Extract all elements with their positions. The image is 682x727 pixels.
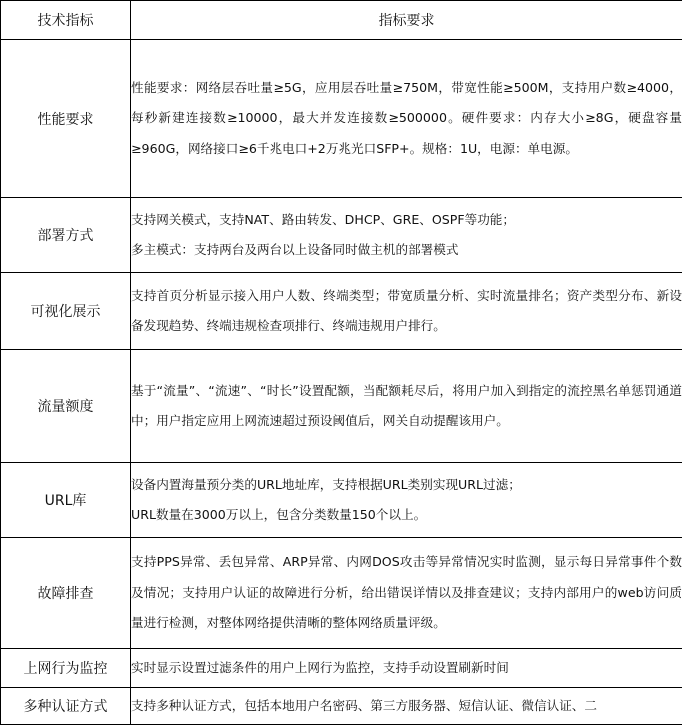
requirement-text: URL数量在3000万以上，包含分类数量150个以上。 xyxy=(131,507,427,522)
requirement-cell xyxy=(131,538,682,649)
table-row xyxy=(1,688,682,725)
requirement-cell xyxy=(131,198,682,273)
table-row xyxy=(1,198,682,273)
requirement-text: 性能要求：网络层吞吐量≥5G，应用层吞吐量≥750M，带宽性能≥500M，支持用户数≥4000，每秒新建连接数≥10000，最大并发连接数≥500000。硬件要求：内存大小≥8G，硬盘容量≥960G，网络接口≥6千兆电口+2万兆光口SFP+。规格：1U，电源：单电源。 xyxy=(131,79,682,156)
requirement-text: 实时显示设置过滤条件的用户上网行为监控，支持手动设置刷新时间 xyxy=(131,659,509,675)
requirement-cell xyxy=(131,350,682,463)
indicator-name: 上网行为监控 xyxy=(1,649,131,688)
table-row xyxy=(1,538,682,649)
requirement-text: 支持网关模式，支持NAT、路由转发、DHCP、GRE、OSPF等功能； xyxy=(131,211,515,227)
requirement-cell xyxy=(131,40,682,198)
table-row xyxy=(1,40,682,198)
requirement-text: 基于“流量”、“流速”、“时长”设置配额，当配额耗尽后，将用户加入到指定的流控黑名单惩罚通道中；用户指定应用上网流速超过预设阈值后，网关自动提醒该用户。 xyxy=(131,382,682,428)
indicator-name: 流量额度 xyxy=(1,350,131,463)
requirement-cell xyxy=(131,463,682,538)
header-requirement: 指标要求 xyxy=(131,1,682,40)
requirement-text: 支持首页分析显示接入用户人数、终端类型；带宽质量分析、实时流量排名；资产类型分布、新设备发现趋势、终端违规检查项排行、终端违规用户排行。 xyxy=(131,287,682,333)
table-row xyxy=(1,649,682,688)
indicator-name: 多种认证方式 xyxy=(1,688,131,725)
indicator-name: URL库 xyxy=(1,463,131,538)
requirement-cell xyxy=(131,688,682,725)
indicator-name: 故障排查 xyxy=(1,538,131,649)
indicator-name: 性能要求 xyxy=(1,40,131,198)
requirement-text: 支持多种认证方式，包括本地用户名密码、第三方服务器、短信认证、微信认证、二 xyxy=(131,697,597,713)
table-row xyxy=(1,350,682,463)
requirement-cell xyxy=(131,273,682,350)
table-row xyxy=(1,273,682,350)
header-row xyxy=(1,1,682,40)
indicator-name: 部署方式 xyxy=(1,198,131,273)
requirement-cell xyxy=(131,649,682,688)
requirement-text: 支持PPS异常、丢包异常、ARP异常、内网DOS攻击等异常情况实时监测，显示每日异常事件个数及情况；支持用户认证的故障进行分析，给出错误详情以及排查建议；支持内部用户的web访问质量进行检测，对整体网络提供清晰的整体网络质量评级。 xyxy=(131,554,682,631)
table-row xyxy=(1,463,682,538)
requirement-text: 设备内置海量预分类的URL地址库，支持根据URL类别实现URL过滤； xyxy=(131,476,521,492)
requirement-text: 多主模式：支持两台及两台以上设备同时做主机的部署模式 xyxy=(131,242,459,257)
indicator-name: 可视化展示 xyxy=(1,273,131,350)
header-indicator: 技术指标 xyxy=(1,1,131,40)
